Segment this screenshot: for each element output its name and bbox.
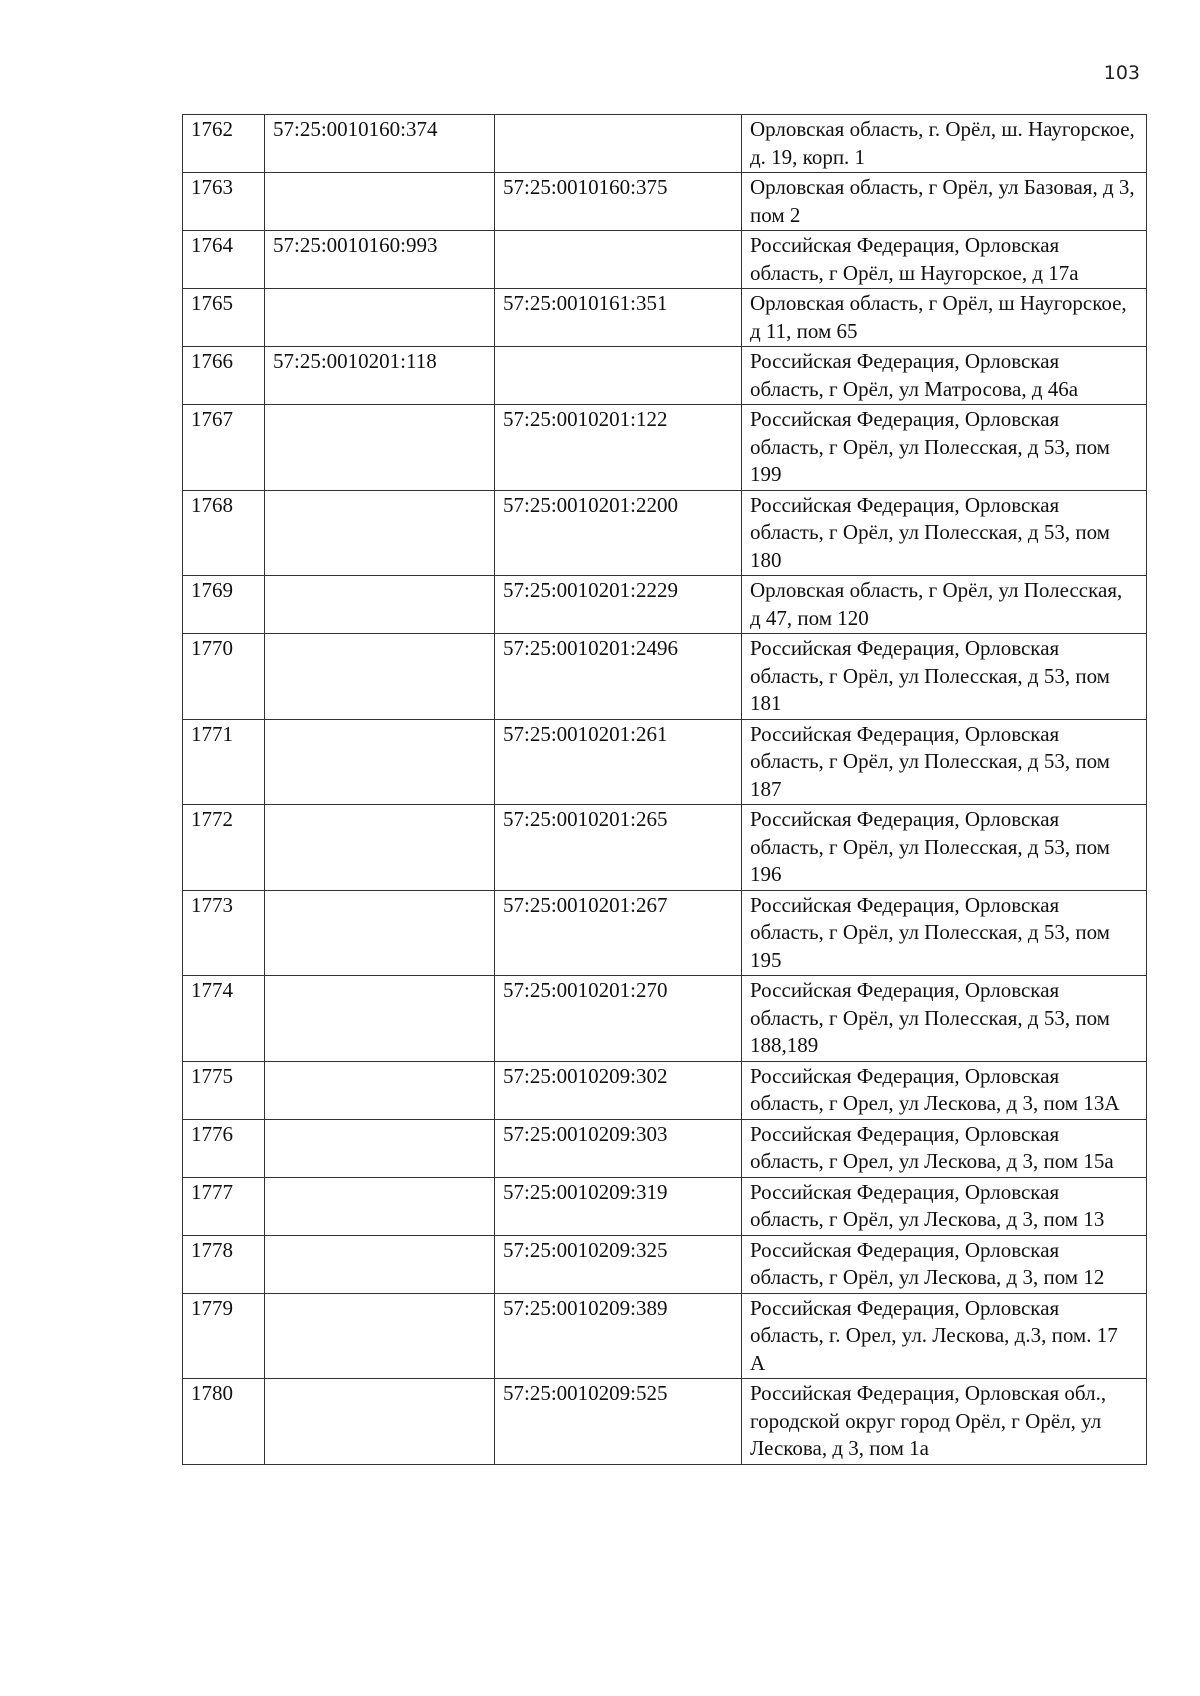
address-cell: Российская Федерация, Орловская область, г Орёл, ул Полесская, д 53, пом 180	[742, 490, 1147, 576]
table-row	[183, 1177, 1147, 1235]
address-cell: Российская Федерация, Орловская область, г Орёл, ул Полесская, д 53, пом 196	[742, 805, 1147, 891]
cadastral-number-primary: 57:25:0010160:374	[265, 115, 495, 173]
row-number: 1771	[183, 719, 265, 805]
cadastral-number-primary	[265, 576, 495, 634]
table-row	[183, 1379, 1147, 1465]
cadastral-number-primary	[265, 1235, 495, 1293]
cadastral-number-secondary: 57:25:0010201:122	[495, 405, 742, 491]
cadastral-number-secondary	[495, 347, 742, 405]
cadastral-number-secondary: 57:25:0010209:325	[495, 1235, 742, 1293]
row-number: 1762	[183, 115, 265, 173]
cadastral-number-secondary: 57:25:0010209:389	[495, 1293, 742, 1379]
address-cell: Российская Федерация, Орловская область, г Орёл, ш Наугорское, д 17а	[742, 231, 1147, 289]
address-cell: Российская Федерация, Орловская область, г Орёл, ул Полесская, д 53, пом 181	[742, 634, 1147, 720]
table-row	[183, 634, 1147, 720]
table-row	[183, 1061, 1147, 1119]
cadastral-number-primary	[265, 1293, 495, 1379]
row-number: 1780	[183, 1379, 265, 1465]
cadastral-number-primary	[265, 289, 495, 347]
cadastral-number-primary	[265, 490, 495, 576]
address-cell: Российская Федерация, Орловская область, г Орёл, ул Полесская, д 53, пом 195	[742, 890, 1147, 976]
row-number: 1773	[183, 890, 265, 976]
cadastral-number-secondary: 57:25:0010201:261	[495, 719, 742, 805]
address-cell: Российская Федерация, Орловская область, г Орёл, ул Лескова, д 3, пом 13	[742, 1177, 1147, 1235]
row-number: 1770	[183, 634, 265, 720]
cadastral-number-secondary: 57:25:0010201:2229	[495, 576, 742, 634]
cadastral-number-primary	[265, 634, 495, 720]
table-row	[183, 805, 1147, 891]
address-cell: Российская Федерация, Орловская область, г Орёл, ул Лескова, д 3, пом 12	[742, 1235, 1147, 1293]
row-number: 1777	[183, 1177, 265, 1235]
table-row	[183, 1293, 1147, 1379]
cadastral-number-primary	[265, 1177, 495, 1235]
cadastral-number-secondary: 57:25:0010160:375	[495, 173, 742, 231]
address-cell: Российская Федерация, Орловская обл., городской округ город Орёл, г Орёл, ул Лескова, д 3, пом 1а	[742, 1379, 1147, 1465]
cadastral-number-secondary: 57:25:0010209:525	[495, 1379, 742, 1465]
address-cell: Российская Федерация, Орловская область, г Орёл, ул Полесская, д 53, пом 188,189	[742, 976, 1147, 1062]
cadastral-number-primary	[265, 1061, 495, 1119]
cadastral-number-secondary: 57:25:0010161:351	[495, 289, 742, 347]
table-row	[183, 890, 1147, 976]
cadastral-number-primary: 57:25:0010160:993	[265, 231, 495, 289]
row-number: 1779	[183, 1293, 265, 1379]
table-row	[183, 976, 1147, 1062]
table-row	[183, 1119, 1147, 1177]
cadastral-number-secondary: 57:25:0010201:267	[495, 890, 742, 976]
registry-table-body	[183, 115, 1147, 1465]
table-row	[183, 405, 1147, 491]
row-number: 1767	[183, 405, 265, 491]
cadastral-number-primary	[265, 173, 495, 231]
cadastral-number-primary: 57:25:0010201:118	[265, 347, 495, 405]
cadastral-number-secondary	[495, 115, 742, 173]
row-number: 1774	[183, 976, 265, 1062]
address-cell: Орловская область, г. Орёл, ш. Наугорское, д. 19, корп. 1	[742, 115, 1147, 173]
table-row	[183, 115, 1147, 173]
table-row	[183, 576, 1147, 634]
cadastral-number-primary	[265, 405, 495, 491]
row-number: 1768	[183, 490, 265, 576]
cadastral-number-secondary: 57:25:0010201:270	[495, 976, 742, 1062]
row-number: 1772	[183, 805, 265, 891]
row-number: 1763	[183, 173, 265, 231]
cadastral-number-secondary: 57:25:0010209:302	[495, 1061, 742, 1119]
row-number: 1778	[183, 1235, 265, 1293]
address-cell: Российская Федерация, Орловская область, г. Орел, ул. Лескова, д.3, пом. 17 А	[742, 1293, 1147, 1379]
address-cell: Орловская область, г Орёл, ул Базовая, д 3, пом 2	[742, 173, 1147, 231]
cadastral-number-primary	[265, 805, 495, 891]
table-row	[183, 347, 1147, 405]
cadastral-number-primary	[265, 890, 495, 976]
table-row	[183, 173, 1147, 231]
table-row	[183, 490, 1147, 576]
address-cell: Российская Федерация, Орловская область, г Орёл, ул Полесская, д 53, пом 187	[742, 719, 1147, 805]
cadastral-number-secondary: 57:25:0010209:303	[495, 1119, 742, 1177]
page-number: 103	[1103, 62, 1140, 84]
table-row	[183, 231, 1147, 289]
address-cell: Российская Федерация, Орловская область, г Орел, ул Лескова, д 3, пом 15а	[742, 1119, 1147, 1177]
row-number: 1769	[183, 576, 265, 634]
cadastral-number-secondary: 57:25:0010209:319	[495, 1177, 742, 1235]
cadastral-number-primary	[265, 976, 495, 1062]
cadastral-number-primary	[265, 1119, 495, 1177]
cadastral-number-primary	[265, 1379, 495, 1465]
cadastral-number-secondary	[495, 231, 742, 289]
registry-table	[182, 114, 1147, 1465]
address-cell: Орловская область, г Орёл, ул Полесская, д 47, пом 120	[742, 576, 1147, 634]
address-cell: Орловская область, г Орёл, ш Наугорское, д 11, пом 65	[742, 289, 1147, 347]
table-row	[183, 719, 1147, 805]
row-number: 1764	[183, 231, 265, 289]
cadastral-number-secondary: 57:25:0010201:2496	[495, 634, 742, 720]
address-cell: Российская Федерация, Орловская область, г Орел, ул Лескова, д 3, пом 13А	[742, 1061, 1147, 1119]
row-number: 1775	[183, 1061, 265, 1119]
cadastral-number-secondary: 57:25:0010201:2200	[495, 490, 742, 576]
address-cell: Российская Федерация, Орловская область, г Орёл, ул Полесская, д 53, пом 199	[742, 405, 1147, 491]
table-row	[183, 289, 1147, 347]
cadastral-number-secondary: 57:25:0010201:265	[495, 805, 742, 891]
cadastral-number-primary	[265, 719, 495, 805]
row-number: 1765	[183, 289, 265, 347]
row-number: 1776	[183, 1119, 265, 1177]
address-cell: Российская Федерация, Орловская область, г Орёл, ул Матросова, д 46а	[742, 347, 1147, 405]
table-row	[183, 1235, 1147, 1293]
row-number: 1766	[183, 347, 265, 405]
